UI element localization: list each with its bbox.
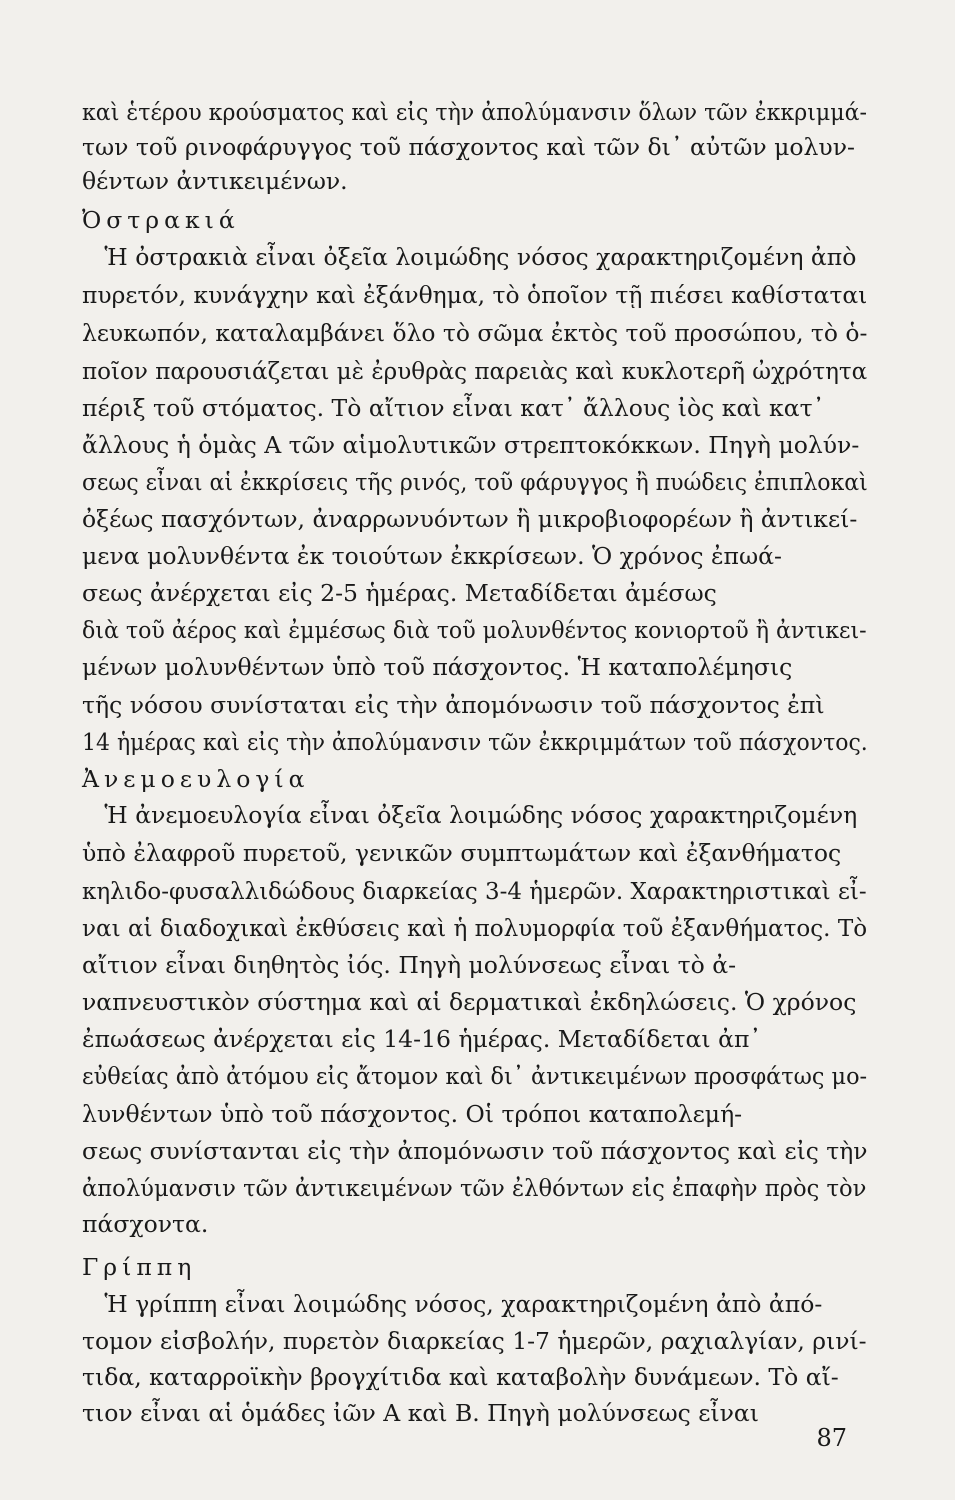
section-heading-chickenpox: Ἀνεμοευλογία (82, 765, 310, 793)
text-line: τῆς νόσου συνίσταται εἰς τὴν ἀπομόνωσιν τοῦ πάσχοντος ἐπὶ (82, 691, 825, 719)
text-line: ἄλλους ἡ ὁμὰς Α τῶν αἱμολυτικῶν στρεπτοκόκκων. Πηγὴ μολύν- (82, 431, 860, 459)
text-line: θέντων ἀντικειμένων. (82, 167, 348, 195)
text-line: τομον εἰσβολήν, πυρετὸν διαρκείας 1-7 ἡμερῶν, ραχιαλγίαν, ρινί- (82, 1327, 867, 1355)
text-line: διὰ τοῦ ἀέρος καὶ ἐμμέσως διὰ τοῦ μολυνθέντος κονιορτοῦ ἢ ἀντικει- (82, 616, 867, 644)
text-line: λευκωπόν, καταλαμβάνει ὅλο τὸ σῶμα ἐκτὸς τοῦ προσώπου, τὸ ὁ- (82, 319, 868, 347)
text-line: ποῖον παρουσιάζεται μὲ ἐρυθρὰς παρειὰς καὶ κυκλοτερῆ ὠχρότητα (82, 357, 868, 385)
text-line: ὀξέως πασχόντων, ἀναρρωνυόντων ἢ μικροβιοφορέων ἢ ἀντικεί- (82, 505, 858, 533)
text-line: τιον εἶναι αἱ ὁμάδες ἰῶν Α καὶ Β. Πηγὴ μολύνσεως εἶναι (82, 1399, 759, 1427)
text-line: καὶ ἑτέρου κρούσματος καὶ εἰς τὴν ἀπολύμανσιν ὅλων τῶν ἐκκριμμά- (82, 98, 867, 126)
text-line: ἐπωάσεως ἀνέρχεται εἰς 14-16 ἡμέρας. Μεταδίδεται ἀπ᾿ (82, 1025, 762, 1053)
text-line: εὐθείας ἀπὸ ἀτόμου εἰς ἄτομον καὶ δι᾿ ἀντικειμένων προσφάτως μο- (82, 1062, 868, 1090)
section-heading-influenza: Γρίππη (82, 1253, 197, 1281)
text-line: σεως ἀνέρχεται εἰς 2-5 ἡμέρας. Μεταδίδεται ἀμέσως (82, 579, 717, 607)
text-line: τιδα, καταρροϊκὴν βρογχίτιδα καὶ καταβολὴν δυνάμεων. Τὸ αἴ- (82, 1363, 839, 1391)
text-line: πέριξ τοῦ στόματος. Τὸ αἴτιον εἶναι κατ᾿ ἄλλους ἰὸς καὶ κατ᾿ (82, 394, 825, 422)
text-line: κηλιδο-φυσαλλιδώδους διαρκείας 3-4 ἡμερῶν. Χαρακτηριστικαὶ εἶ- (82, 877, 867, 905)
text-line: Ἡ ἀνεμοευλογία εἶναι ὀξεῖα λοιμώδης νόσος χαρακτηριζομένη (82, 801, 858, 829)
text-line: Ἡ γρίππη εἶναι λοιμώδης νόσος, χαρακτηριζομένη ἀπὸ ἀπό- (82, 1290, 823, 1318)
text-line: ναι αἱ διαδοχικαὶ ἐκθύσεις καὶ ἡ πολυμορφία τοῦ ἐξανθήματος. Τὸ (82, 914, 868, 942)
text-line: 14 ἡμέρας καὶ εἰς τὴν ἀπολύμανσιν τῶν ἐκκριμμάτων τοῦ πάσχοντος. (82, 728, 868, 756)
text-line: Ἡ ὀστρακιὰ εἶναι ὀξεῖα λοιμώδης νόσος χαρακτηριζομένη ἀπὸ (82, 243, 857, 271)
text-line: σεως συνίστανται εἰς τὴν ἀπομόνωσιν τοῦ πάσχοντος καὶ εἰς τὴν (82, 1137, 868, 1165)
text-line: αἴτιον εἶναι διηθητὸς ἰός. Πηγὴ μολύνσεως εἶναι τὸ ἀ- (82, 951, 737, 979)
text-line: λυνθέντων ὑπὸ τοῦ πάσχοντος. Οἱ τρόποι καταπολεμή- (82, 1100, 743, 1128)
text-line: μένων μολυνθέντων ὑπὸ τοῦ πάσχοντος. Ἡ καταπολέμησις (82, 653, 793, 681)
text-line: ναπνευστικὸν σύστημα καὶ αἱ δερματικαὶ ἐκδηλώσεις. Ὁ χρόνος (82, 988, 857, 1016)
text-line: των τοῦ ρινοφάρυγγος τοῦ πάσχοντος καὶ τῶν δι᾿ αὐτῶν μολυν- (82, 133, 855, 161)
section-heading-scarlet-fever: Ὀστρακιά (82, 206, 240, 234)
text-line: μενα μολυνθέντα ἐκ τοιούτων ἐκκρίσεων. Ὁ χρόνος ἐπωά- (82, 542, 782, 570)
text-line: ἀπολύμανσιν τῶν ἀντικειμένων τῶν ἐλθόντων εἰς ἐπαφὴν πρὸς τὸν (82, 1174, 867, 1202)
text-line: πυρετόν, κυνάγχην καὶ ἐξάνθημα, τὸ ὁποῖον τῇ πιέσει καθίσταται (82, 281, 868, 309)
text-line: πάσχοντα. (82, 1210, 209, 1238)
page-number: 87 (816, 1424, 847, 1452)
text-line: σεως εἶναι αἱ ἐκκρίσεις τῆς ρινός, τοῦ φάρυγγος ἢ πυώδεις ἐπιπλοκαὶ (82, 468, 868, 496)
text-line: ὑπὸ ἐλαφροῦ πυρετοῦ, γενικῶν συμπτωμάτων καὶ ἐξανθήματος (82, 839, 842, 867)
